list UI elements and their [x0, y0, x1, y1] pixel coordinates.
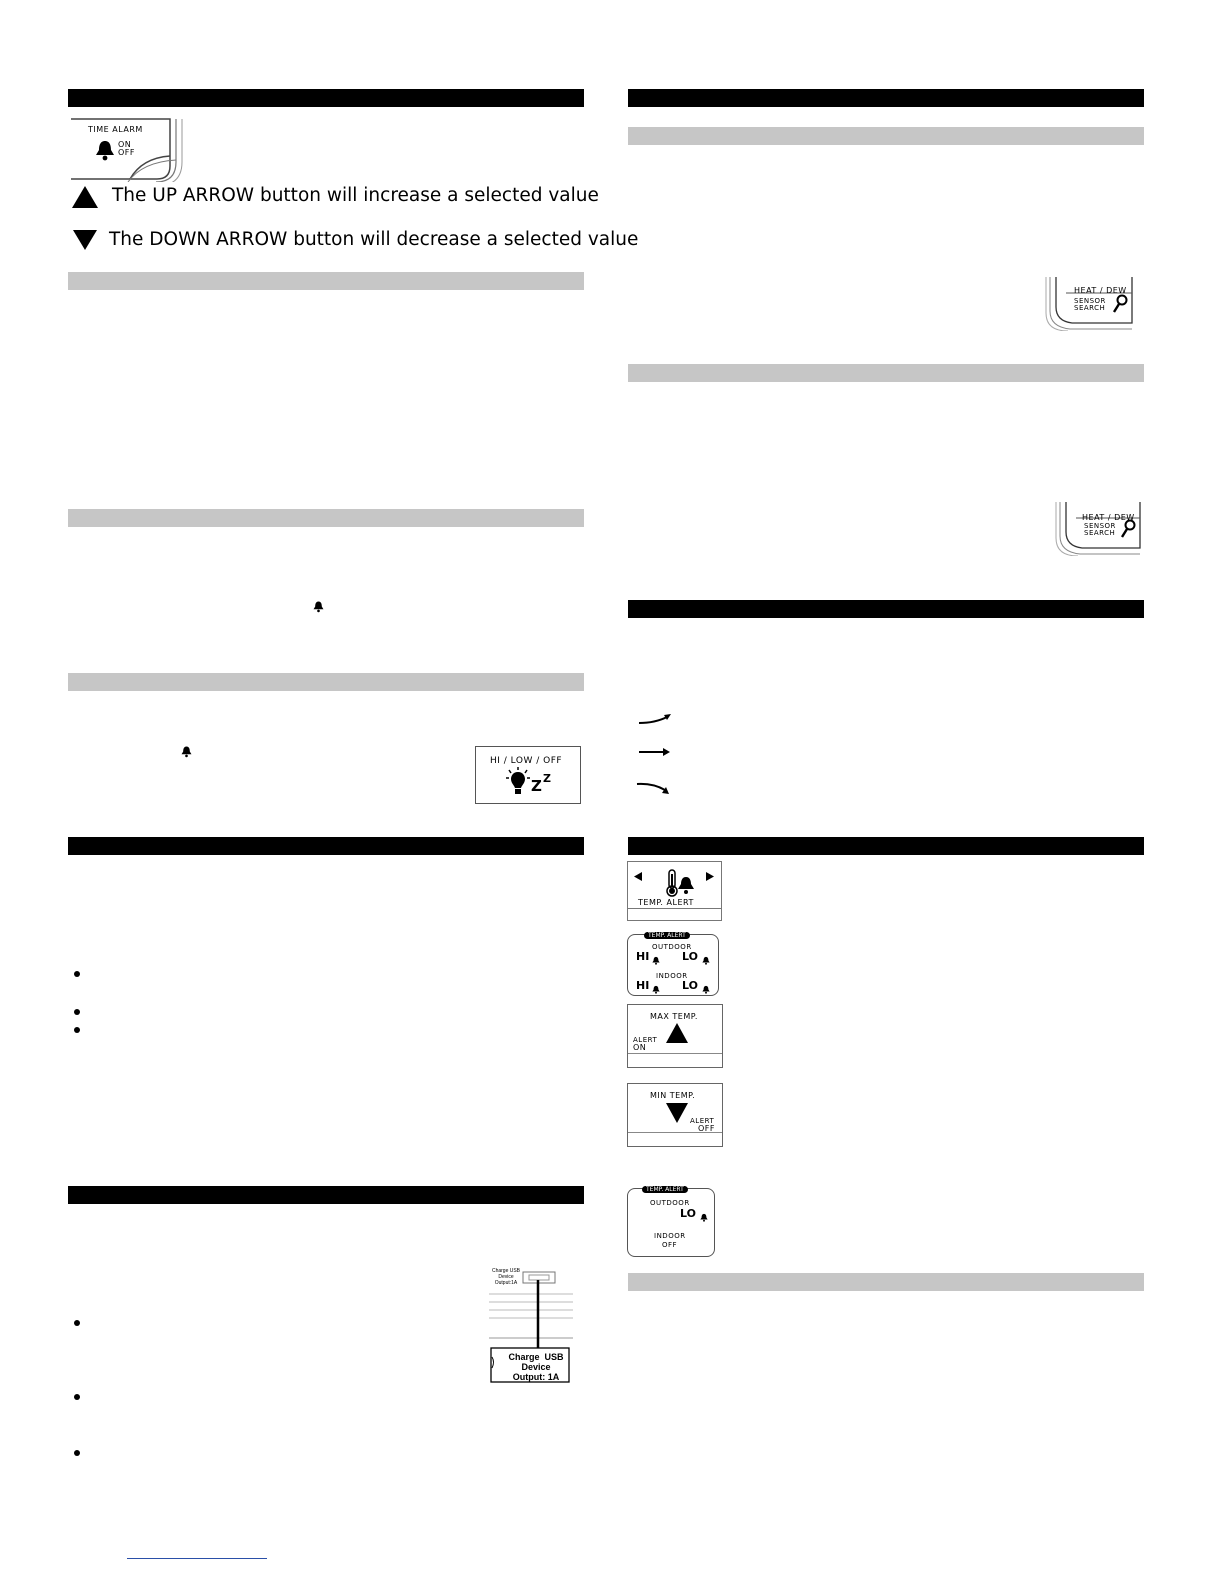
backlight-button-illustration — [475, 746, 581, 804]
usb-label-line1: Charge USB — [508, 1352, 564, 1362]
section-header-bar — [628, 837, 1144, 855]
section-header-bar — [68, 837, 584, 855]
section-header-bar — [628, 89, 1144, 107]
bullet-point — [74, 1009, 80, 1015]
indoor-label: INDOOR — [654, 1232, 686, 1240]
magnifier-icon — [1120, 519, 1136, 544]
time-alarm-on: ON — [118, 140, 132, 149]
sleep-z-sup: Z — [543, 772, 551, 785]
subsection-bar — [68, 272, 584, 290]
heat-dew-line2: SENSOR — [1074, 297, 1106, 305]
min-temp-state: OFF — [698, 1124, 715, 1133]
time-alarm-button-illustration — [70, 116, 186, 182]
subsection-bar — [628, 364, 1144, 382]
time-alarm-title: TIME ALARM — [88, 125, 143, 134]
indoor-hi: HI — [636, 979, 650, 992]
bell-icon — [702, 952, 710, 970]
temp-alert-lcd-select — [627, 861, 722, 921]
max-temp-alert: ALERT — [633, 1036, 658, 1044]
down-arrow-description: The DOWN ARROW button will decrease a selected value — [109, 229, 639, 250]
temp-alert-badge: TEMP. ALERT — [644, 932, 690, 939]
section-header-bar — [628, 600, 1144, 618]
bulb-icon — [506, 767, 530, 802]
indoor-lo: LO — [682, 979, 698, 992]
bullet-point — [74, 1320, 80, 1326]
temp-alert-badge: TEMP. ALERT — [642, 1186, 688, 1193]
trend-rising-icon — [637, 712, 673, 731]
lcd-divider — [628, 908, 721, 909]
subsection-bar — [628, 1273, 1144, 1291]
min-temp-title: MIN TEMP. — [650, 1091, 696, 1100]
max-temp-state: ON — [633, 1043, 647, 1052]
bell-icon — [652, 952, 660, 970]
heat-dew-line1: HEAT / DEW — [1074, 286, 1127, 295]
bell-icon — [95, 139, 115, 166]
heat-dew-line1: HEAT / DEW — [1082, 513, 1135, 522]
outdoor-label: OUTDOOR — [652, 943, 692, 951]
up-arrow-icon — [71, 185, 99, 214]
magnifier-icon — [1112, 294, 1128, 319]
heat-dew-line3: SEARCH — [1074, 304, 1106, 312]
bullet-point — [74, 971, 80, 977]
usb-label-line3: Output: 1A — [512, 1372, 560, 1382]
up-triangle-icon — [666, 1023, 688, 1048]
heat-dew-line3: SEARCH — [1084, 529, 1116, 537]
backlight-label: HI / LOW / OFF — [490, 756, 563, 766]
max-temp-alert-lcd — [627, 1004, 723, 1068]
section-header-bar — [68, 89, 584, 107]
heat-dew-line2: SENSOR — [1084, 522, 1116, 530]
trend-falling-icon — [635, 780, 671, 801]
subsection-bar — [68, 509, 584, 527]
bell-icon — [700, 1209, 708, 1227]
outdoor-hi: HI — [636, 950, 650, 963]
lcd-divider — [628, 1132, 722, 1133]
up-arrow-description: The UP ARROW button will increase a selected value — [112, 185, 599, 206]
small-bell-icon — [313, 600, 324, 618]
min-temp-alert: ALERT — [690, 1117, 715, 1125]
temp-alert-lcd-overview — [627, 934, 719, 996]
bullet-point — [74, 1394, 80, 1400]
left-triangle-icon — [634, 868, 642, 886]
bell-icon — [702, 981, 710, 999]
down-triangle-icon — [666, 1103, 688, 1128]
bullet-point — [74, 1027, 80, 1033]
usb-small-label: Charge USB Device Output:1A — [491, 1268, 521, 1286]
section-header-bar — [68, 1186, 584, 1204]
down-arrow-icon — [72, 229, 98, 256]
right-triangle-icon — [706, 868, 714, 886]
indoor-state: OFF — [662, 1241, 678, 1249]
usb-panel-illustration — [489, 1264, 573, 1384]
subsection-bar — [68, 673, 584, 691]
time-alarm-off: OFF — [118, 148, 135, 157]
temp-alert-label: TEMP. ALERT — [638, 898, 694, 907]
heat-dew-button-illustration — [1054, 502, 1144, 556]
temp-alert-lcd-result — [627, 1188, 715, 1257]
small-bell-icon — [181, 745, 192, 763]
min-temp-alert-lcd — [627, 1083, 723, 1147]
lcd-divider — [628, 1053, 722, 1054]
footer-link-underline[interactable] — [127, 1558, 267, 1559]
usb-label-line2: Device — [521, 1362, 551, 1372]
bullet-point — [74, 1450, 80, 1456]
max-temp-title: MAX TEMP. — [650, 1012, 698, 1021]
bell-icon — [652, 981, 660, 999]
outdoor-lo: LO — [682, 950, 698, 963]
heat-dew-button-illustration — [1044, 277, 1134, 331]
subsection-bar — [628, 127, 1144, 145]
indoor-label: INDOOR — [656, 972, 688, 980]
outdoor-label: OUTDOOR — [650, 1199, 690, 1207]
outdoor-lo: LO — [680, 1207, 696, 1220]
sleep-z: Z — [531, 777, 542, 795]
trend-steady-icon — [637, 745, 673, 763]
